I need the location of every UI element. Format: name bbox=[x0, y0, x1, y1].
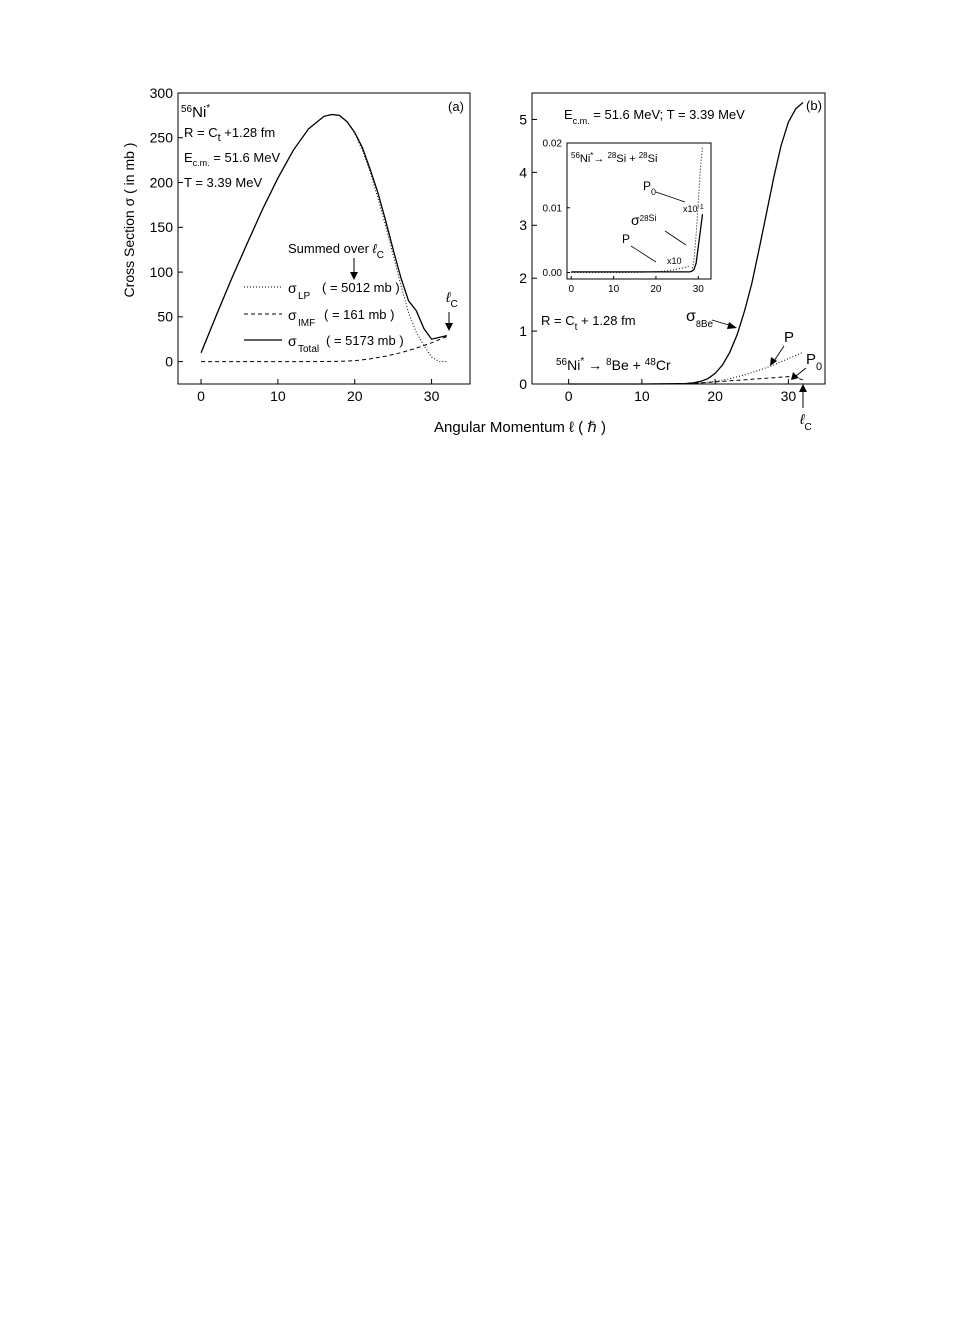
panel-b-xtick-label: 20 bbox=[707, 388, 723, 404]
inset-xtick-label: 0 bbox=[568, 284, 575, 295]
panel-b-lc-label: ℓ$_C$ bbox=[800, 411, 812, 433]
panel-a-label: (a) bbox=[448, 99, 464, 114]
inset-x10m1: $x10^{-1}$ bbox=[683, 204, 704, 214]
panel-a-xtick-label: 10 bbox=[270, 388, 286, 404]
panel-a-ytick-label: 200 bbox=[149, 174, 173, 191]
panel-a-energy: $E_{c.m.} = 51.6$ MeV bbox=[184, 150, 281, 168]
legend-sub-lp: LP bbox=[298, 291, 311, 302]
legend-text-total: ( = 5173 mb ) bbox=[326, 333, 404, 348]
panel-a-ytick-label: 250 bbox=[149, 129, 173, 146]
inset-p-label: P bbox=[622, 232, 631, 246]
legend-symbol-imf: σ bbox=[288, 307, 297, 323]
panel-a-ytick-label: 50 bbox=[157, 308, 173, 325]
inset-ytick-label: 0.01 bbox=[542, 203, 562, 215]
panel-a-ytick-label: 100 bbox=[149, 263, 173, 280]
inset-ytick-label: 0.00 bbox=[542, 268, 562, 280]
panel-b-ytick-label: 5 bbox=[519, 111, 527, 128]
panel-b-ytick-label: 3 bbox=[519, 217, 527, 234]
panel-a-ytick-label: 0 bbox=[165, 353, 173, 370]
inset-xtick-label: 10 bbox=[608, 284, 620, 295]
panel-b-ytick-label: 4 bbox=[519, 164, 527, 181]
panel-b-radius: $R = C_t + 1.28$ fm bbox=[541, 313, 636, 333]
panel-b-reaction: $^{56}$Ni* → $^8$Be + $^{48}$Cr bbox=[556, 356, 671, 373]
inset-xtick-label: 20 bbox=[650, 284, 662, 295]
inset-reaction: $^{56}$Ni*→ $^{28}$Si + $^{28}$Si bbox=[571, 151, 658, 165]
inset-x10: x10 bbox=[667, 256, 682, 266]
legend-text-imf: ( = 161 mb ) bbox=[324, 307, 395, 322]
panel-b-ytick-label: 0 bbox=[519, 375, 527, 392]
legend-text-lp: ( = 5012 mb ) bbox=[322, 280, 400, 295]
panel-b-ytick-label: 2 bbox=[519, 270, 527, 287]
sigma-8be-label: $\sigma_8Be$ bbox=[686, 308, 714, 330]
inset-xtick-label: 30 bbox=[692, 284, 704, 295]
panel-a-ytick-label: 300 bbox=[149, 84, 173, 101]
panel-a-summed-label: Summed over ℓ$_C$ bbox=[288, 241, 384, 261]
panel-b-xtick-label: 30 bbox=[780, 388, 797, 404]
panel-b-label: (b) bbox=[806, 98, 822, 113]
inset-ytick-label: 0.02 bbox=[542, 138, 562, 150]
panel-a-xtick-label: 0 bbox=[197, 388, 205, 404]
panel-a-ylabel: Cross Section σ ( in mb ) bbox=[121, 142, 137, 298]
panel-a-xtick-label: 30 bbox=[423, 388, 440, 404]
panel-b-conditions: $E_{c.m.} = 51.6$ MeV; T = 3.39 MeV bbox=[564, 107, 745, 126]
shared-xlabel: Angular Momentum ℓ ( ℏ ) bbox=[434, 419, 606, 436]
legend-symbol-total: σ bbox=[288, 333, 297, 349]
legend-sub-imf: IMF bbox=[298, 318, 316, 329]
panel-b-inset bbox=[543, 139, 711, 296]
panel-a-lc-label: ℓ$_C$ bbox=[446, 289, 458, 310]
panel-a-radius: $R = C_t +1.28$ fm bbox=[184, 125, 276, 144]
p-label: P bbox=[784, 329, 795, 346]
panel-b-xtick-label: 0 bbox=[564, 388, 573, 404]
panel-b-xtick-label: 10 bbox=[634, 388, 650, 404]
legend-symbol-lp: σ bbox=[288, 280, 297, 296]
panel-a-xtick-label: 20 bbox=[346, 388, 363, 404]
panel-a-temperature: T = 3.39 MeV bbox=[184, 175, 263, 190]
legend-sub-total: Total bbox=[298, 344, 320, 355]
inset-sigma-label: $\sigma^{28}Si$ bbox=[631, 212, 657, 228]
p0-label: $P_0$ bbox=[806, 351, 823, 373]
inset-p0-label: $P_0$ bbox=[643, 179, 657, 197]
panel-a-ytick-label: 150 bbox=[149, 219, 173, 236]
panel-a-nucleus: $^{56}$Ni* bbox=[181, 103, 211, 121]
panel-b-ytick-label: 1 bbox=[519, 322, 527, 339]
